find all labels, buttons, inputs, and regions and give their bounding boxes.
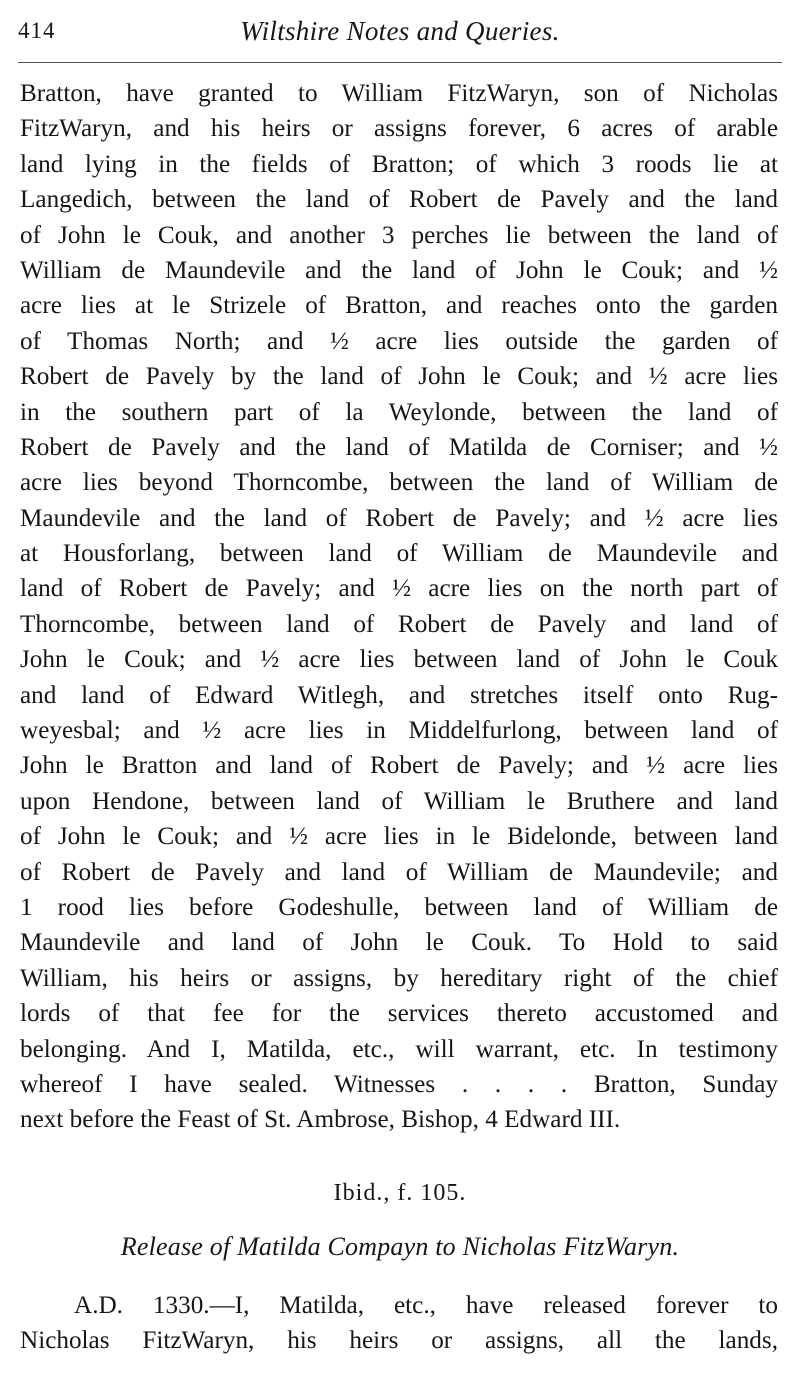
body-line: William, his heirs or assigns, by hereditary right of the chief xyxy=(20,964,778,992)
body-line: of John le Couk, and another 3 perches lie between the land of xyxy=(20,221,778,249)
body-text xyxy=(20,76,778,1138)
header-rule xyxy=(18,62,782,63)
body-line: William de Maundevile and the land of John le Couk; and ½ xyxy=(20,256,778,284)
body-line: acre lies at le Strizele of Bratton, and reaches onto the garden xyxy=(20,292,778,320)
body-line: at Housforlang, between land of William de Maundevile and xyxy=(20,540,778,568)
body-line: lords of that fee for the services thereto accustomed and xyxy=(20,1000,778,1028)
body-line: and land of Edward Witlegh, and stretches itself onto Rug- xyxy=(20,681,778,709)
body-line: upon Hendone, between land of William le Bruthere and land xyxy=(20,787,778,815)
body-line: acre lies beyond Thorncombe, between the land of William de xyxy=(20,469,778,497)
body-line: land of Robert de Pavely; and ½ acre lies on the north part of xyxy=(20,575,778,603)
body-line: Nicholas FitzWaryn, his heirs or assigns, all the lands, xyxy=(20,1327,778,1355)
body-line: next before the Feast of St. Ambrose, Bishop, 4 Edward III. xyxy=(20,1106,621,1134)
body-line: John le Bratton and land of Robert de Pavely; and ½ acre lies xyxy=(20,752,778,780)
body-line: 1 rood lies before Godeshulle, between land of William de xyxy=(20,893,778,921)
body-line: weyesbal; and ½ acre lies in Middelfurlong, between land of xyxy=(20,717,778,745)
body-line: Maundevile and land of John le Couk. To Hold to said xyxy=(20,929,778,957)
deed-title: Release of Matilda Compayn to Nicholas FitzWaryn. xyxy=(120,1232,680,1261)
body-line: Bratton, have granted to William FitzWaryn, son of Nicholas xyxy=(20,80,778,107)
body-line: whereof I have sealed. Witnesses . . . . Bratton, Sunday xyxy=(20,1070,778,1098)
body-line: land lying in the fields of Bratton; of which 3 roods lie at xyxy=(20,150,778,178)
running-title: Wiltshire Notes and Queries. xyxy=(240,16,560,46)
body-line: Maundevile and the land of Robert de Pavely; and ½ acre lies xyxy=(20,504,778,532)
body-line: belonging. And I, Matilda, etc., will warrant, etc. In testimony xyxy=(20,1035,778,1063)
body-line: A.D. 1330.—I, Matilda, etc., have released forever to xyxy=(74,1292,778,1319)
body-line: John le Couk; and ½ acre lies between land of John le Couk xyxy=(20,646,778,674)
page-number: 414 xyxy=(18,18,56,43)
reference-heading: Ibid., f. 105. xyxy=(333,1180,467,1206)
body-line: FitzWaryn, and his heirs or assigns forever, 6 acres of arable xyxy=(20,115,778,143)
body-line: of Robert de Pavely and land of William de Maundevile; and xyxy=(20,858,778,886)
running-header xyxy=(18,14,782,54)
body-line: Robert de Pavely and the land of Matilda de Corniser; and ½ xyxy=(20,433,778,461)
body-line: of John le Couk; and ½ acre lies in le Bidelonde, between land xyxy=(20,823,778,851)
body-line: in the southern part of la Weylonde, between the land of xyxy=(20,398,778,426)
body-line: of Thomas North; and ½ acre lies outside the garden of xyxy=(20,327,778,355)
body-line: Thorncombe, between land of Robert de Pavely and land of xyxy=(20,610,778,638)
body-line: Langedich, between the land of Robert de Pavely and the land xyxy=(20,186,778,214)
body-line: Robert de Pavely by the land of John le Couk; and ½ acre lies xyxy=(20,363,778,391)
following-text xyxy=(20,1288,778,1359)
